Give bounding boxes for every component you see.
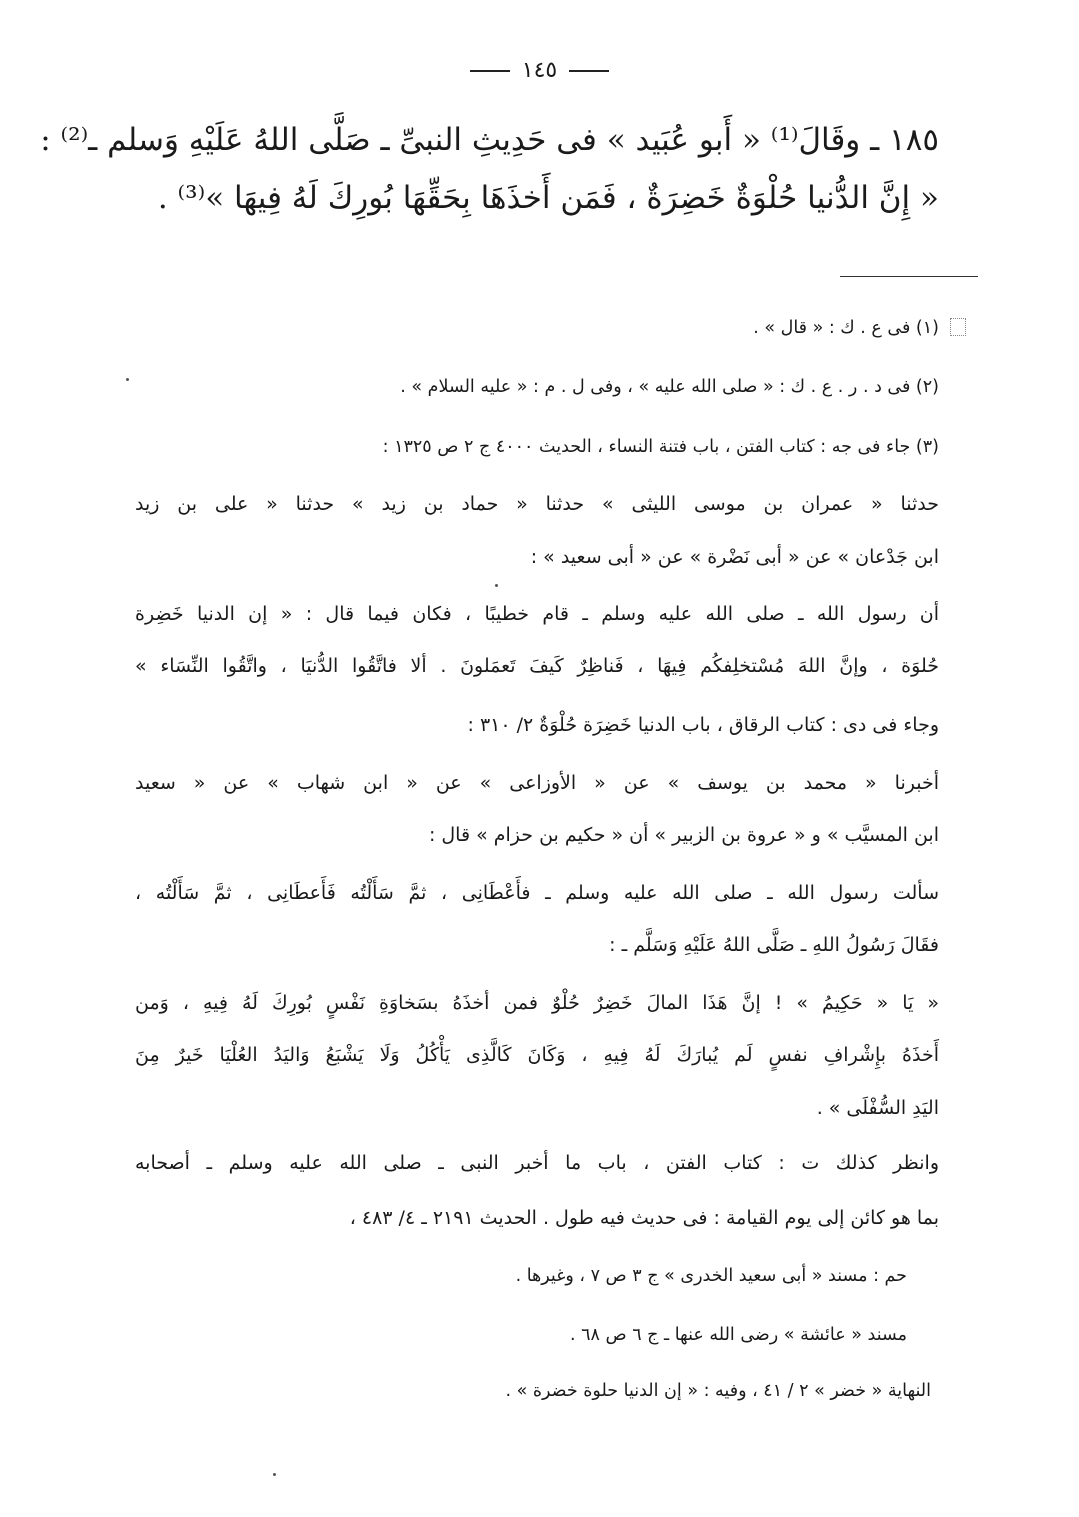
- main-text-line-1: ١٨٥ ـ وقَالَ⁽¹⁾ « أَبو عُبَيد » فى حَدِيثِ النبىِّ ـ صَلَّى اللهُ عَلَيْهِ وَسلم ـ⁽²⁾ :: [40, 122, 939, 158]
- footnote-3-line-2: حدثنا « عمران بن موسى الليثى » حدثنا « حماد بن زيد » حدثنا « على بن زيد: [135, 493, 939, 515]
- scan-speck: [495, 584, 498, 587]
- footnote-separator: [840, 276, 978, 277]
- footnote-3-line-14: وانظر كذلك ت : كتاب الفتن ، باب ما أخبر النبى ـ صلى الله عليه وسلم ـ أصحابه: [135, 1152, 939, 1174]
- footnote-3-line-4: أن رسول الله ـ صلى الله عليه وسلم ـ قام خطيبًا ، فكان فيما قال : « إن الدنيا خَضِرة: [135, 603, 939, 625]
- footnote-3-line-5: حُلوَة ، وإنَّ اللهَ مُسْتخلِفكُم فِيهَا ، فَناظِرٌ كَيفَ تَعمَلونَ . ألا فاتَّقُوا الدُّنيَا ، واتَّقُوا النِّسَاء »: [135, 655, 939, 677]
- footnote-3-line-13: اليَدِ السُّفْلَى » .: [816, 1097, 939, 1119]
- footnote-2: (٢) فى د . ر . ع . ك : « صلى الله عليه » ، وفى ل . م : « عليه السلام » .: [400, 377, 939, 397]
- footnote-3: (٣) جاء فى جه : كتاب الفتن ، باب فتنة النساء ، الحديث ٤٠٠٠ ج ٢ ص ١٣٢٥ :: [382, 437, 939, 457]
- page-number-text: ١٤٥: [521, 58, 558, 83]
- footnote-3-line-11: « يَا « حَكِيمُ » ! إنَّ هَذَا المالَ خَضِرٌ حُلْوٌ فمن أخذَهُ بسَخاوَةِ نَفْسٍ بُورِكَ لَهُ فِيهِ ، وَمن: [135, 992, 939, 1014]
- footnote-3-line-3: ابن جَدْعان » عن « أبى نَضْرة » عن « أبى سعيد » :: [530, 546, 939, 568]
- page-number: [0, 58, 1079, 83]
- footnote-3-line-18: النهاية « خضر » ٢ / ٤١ ، وفيه : « إن الدنيا حلوة خضرة » .: [505, 1381, 931, 1401]
- scan-speck: [273, 1473, 276, 1476]
- footnote-3-line-12: أَخذَهُ بإِشْرافِ نفسٍ لَم يُبارَكَ لَهُ فِيهِ ، وَكَانَ كَالَّذِى يَأْكُلُ وَلَا يَشْبَعُ وَاليَدُ العُلْيَا خَيرٌ مِنَ: [135, 1044, 939, 1066]
- scan-mark: [950, 318, 966, 336]
- footnote-3-line-16: حم : مسند « أبى سعيد الخدرى » ج ٣ ص ٧ ، وغيرها .: [515, 1266, 907, 1286]
- footnote-3-line-6: وجاء فى دى : كتاب الرقاق ، باب الدنيا خَضِرَة حُلْوَةٌ ٢/ ٣١٠ :: [467, 714, 939, 736]
- scan-speck: [126, 378, 129, 381]
- footnote-1: (١) فى ع . ك : « قال » .: [753, 318, 939, 338]
- footnote-3-line-15: بما هو كائن إلى يوم القيامة : فى حديث فيه طول . الحديث ٢١٩١ ـ ٤/ ٤٨٣ ،: [349, 1207, 939, 1229]
- footnote-3-line-9: سألت رسول الله ـ صلى الله عليه وسلم ـ فأَعْطَانِى ، ثمَّ سَأَلْتُه فَأَعطَانِى ، ثمَّ سَأَلْتُه ،: [135, 882, 939, 904]
- footnote-3-line-8: ابن المسيَّب » و « عروة بن الزبير » أن « حكيم بن حزام » قال :: [428, 824, 939, 846]
- footnote-3-line-10: فقَالَ رَسُولُ اللهِ ـ صَلَّى اللهُ عَلَيْهِ وَسَلَّم ـ :: [609, 934, 939, 956]
- main-text-line-2: « إِنَّ الدُّنيا حُلْوَةٌ خَضِرَةٌ ، فَمَن أَخذَهَا بِحَقِّهَا بُورِكَ لَهُ فِيهَا »⁽³⁾ .: [157, 180, 939, 216]
- footnote-3-line-17: مسند « عائشة » رضى الله عنها ـ ج ٦ ص ٦٨ .: [569, 1325, 907, 1345]
- footnote-3-line-7: أخبرنا « محمد بن يوسف » عن « الأوزاعى » عن « ابن شهاب » عن « سعيد: [135, 772, 939, 794]
